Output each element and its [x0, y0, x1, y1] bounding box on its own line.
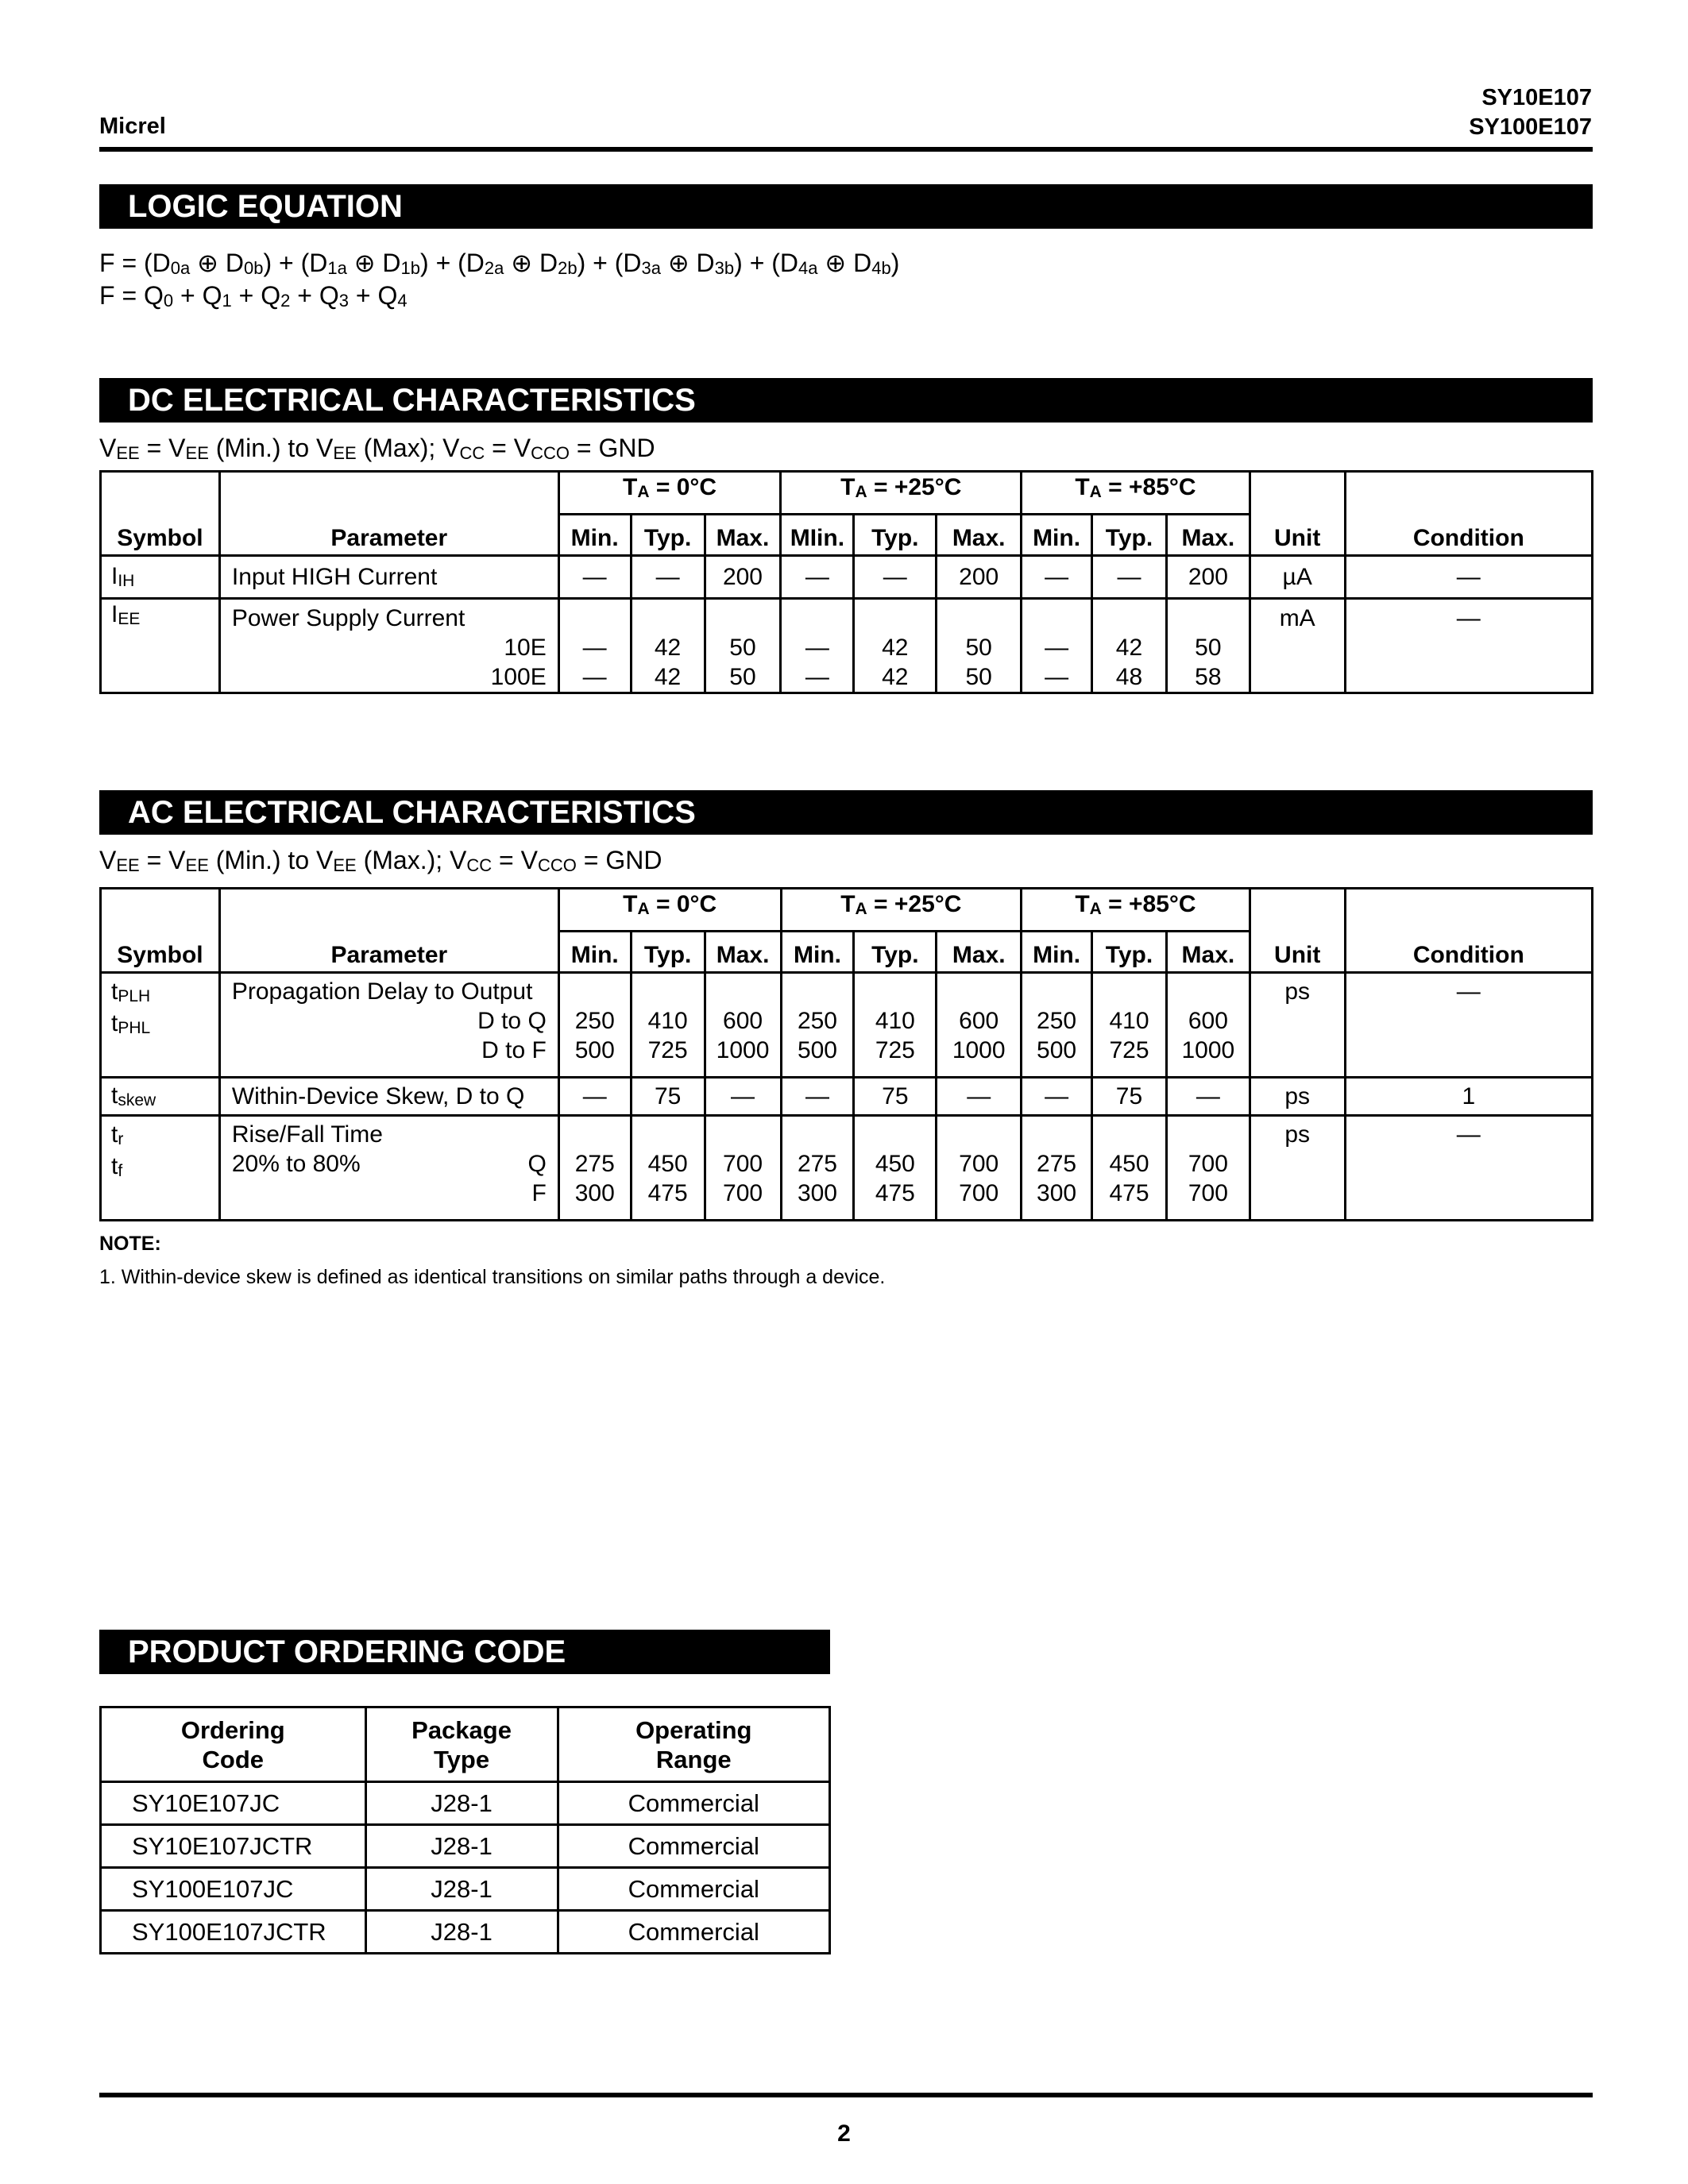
dc-header-unit: Unit: [1250, 472, 1345, 556]
ac-value-line: 600: [1188, 1008, 1228, 1034]
ac-value-line: 1000: [952, 1037, 1006, 1063]
dc-value-line: —: [1045, 635, 1069, 661]
dc-value: [631, 599, 705, 693]
ac-value-line: 700: [959, 1151, 999, 1177]
dc-value: —: [631, 556, 705, 599]
ac-value-line: 700: [1188, 1151, 1228, 1177]
ac-unit: ps: [1250, 973, 1345, 1078]
ac-value-line: 450: [647, 1151, 688, 1177]
dc-symbol: [101, 556, 220, 599]
ac-value-line: 1000: [1181, 1037, 1235, 1063]
dc-value-line: —: [805, 664, 829, 690]
dc-characteristics-title: DC ELECTRICAL CHARACTERISTICS: [99, 378, 1593, 423]
page-number: 2: [837, 2120, 851, 2147]
dc-value: 200: [1166, 556, 1250, 599]
dc-value-line: 58: [1195, 664, 1222, 690]
ac-parameter-name: Rise/Fall Time: [231, 1121, 383, 1148]
symbol-text: $t_{PLH}$: [111, 978, 151, 1005]
logic-equation-title: LOGIC EQUATION: [99, 184, 1593, 229]
ordering-code: SY100E107JC: [101, 1868, 366, 1911]
ac-value-line: 700: [1188, 1180, 1228, 1206]
dc-temp-25: $T_A = +25^\circ C$: [781, 472, 1022, 515]
dc-value-line: 48: [1115, 664, 1143, 690]
ac-value: [1092, 1116, 1167, 1221]
dc-value-line: —: [582, 664, 607, 690]
package-type: J28-1: [365, 1911, 558, 1954]
ac-value: [558, 1116, 631, 1221]
ac-value: 75: [631, 1078, 705, 1116]
dc-header-min: Min.: [558, 515, 631, 556]
dc-value: —: [781, 556, 854, 599]
ac-parameter-sub: D to Q: [477, 1008, 547, 1034]
dc-value-line: 42: [654, 664, 682, 690]
dc-value: —: [1092, 556, 1167, 599]
package-type: J28-1: [365, 1868, 558, 1911]
ac-value: 75: [854, 1078, 937, 1116]
ac-value: [1166, 1116, 1250, 1221]
ac-parameter-name: Propagation Delay to Output: [231, 978, 533, 1005]
ac-value-line: 500: [1037, 1037, 1077, 1063]
ac-value: —: [1166, 1078, 1250, 1116]
ac-value-line: 700: [959, 1180, 999, 1206]
ac-value-line: 275: [574, 1151, 615, 1177]
ac-header-min: Min.: [1022, 932, 1092, 973]
ac-value-line: 475: [875, 1180, 915, 1206]
dc-parameter-sub: 10E: [504, 635, 547, 661]
ac-unit: ps: [1250, 1078, 1345, 1116]
ac-value-line: 300: [574, 1180, 615, 1206]
dc-value: 200: [937, 556, 1022, 599]
operating-range: Commercial: [558, 1868, 829, 1911]
dc-value-line: 50: [729, 635, 756, 661]
ac-value: [1022, 973, 1092, 1078]
ac-value-line: 500: [574, 1037, 615, 1063]
dc-temp-0: $T_A = 0^\circ C$: [558, 472, 781, 515]
ac-value-line: 475: [647, 1180, 688, 1206]
dc-condition-cell: —: [1345, 599, 1592, 693]
dc-header-max: Max.: [705, 515, 781, 556]
ac-header-max: Max.: [705, 932, 781, 973]
dc-value-line: 50: [1195, 635, 1222, 661]
part-numbers: [1469, 83, 1592, 142]
ac-condition-cell: —: [1345, 973, 1592, 1078]
ac-value-line: 275: [797, 1151, 837, 1177]
ac-value-line: 600: [723, 1008, 763, 1034]
ac-value: [558, 973, 631, 1078]
ac-parameter-sub: 20% to 80% Q: [231, 1151, 547, 1177]
ac-value-line: 725: [1109, 1037, 1149, 1063]
ac-value-line: 300: [797, 1180, 837, 1206]
ac-value-line: 250: [797, 1008, 837, 1034]
ordering-row: [101, 1868, 830, 1911]
dc-value-line: —: [582, 635, 607, 661]
dc-header-max: Max.: [1166, 515, 1250, 556]
ac-row: [101, 1116, 1593, 1221]
ac-symbol: [101, 1078, 220, 1116]
symbol-text: $t_{PHL}$: [111, 1010, 151, 1037]
ac-value-line: 700: [723, 1180, 763, 1206]
ac-parameter-sub: F: [531, 1180, 547, 1206]
dc-value-line: —: [1045, 664, 1069, 690]
ordering-row: [101, 1825, 830, 1868]
dc-value: 200: [705, 556, 781, 599]
dc-value: [705, 599, 781, 693]
ac-temp-0: $T_A = 0^\circ C$: [558, 889, 781, 932]
dc-parameter-name: Power Supply Current: [231, 605, 465, 631]
ac-value: [1022, 1116, 1092, 1221]
ac-value-line: 250: [574, 1008, 615, 1034]
ac-header-unit: Unit: [1250, 889, 1345, 973]
ac-header-condition: Condition: [1345, 889, 1592, 973]
ac-value: [705, 973, 781, 1078]
operating-range: Commercial: [558, 1911, 829, 1954]
dc-unit: µA: [1250, 556, 1345, 599]
dc-header-typ: Typ.: [1092, 515, 1167, 556]
dc-value: [781, 599, 854, 693]
dc-value: [1092, 599, 1167, 693]
ac-header-typ: Typ.: [1092, 932, 1167, 973]
ac-condition-cell: 1: [1345, 1078, 1592, 1116]
dc-value: [1166, 599, 1250, 693]
dc-value: —: [854, 556, 937, 599]
ordering-row: [101, 1911, 830, 1954]
ac-value-line: 250: [1037, 1008, 1077, 1034]
dc-row: [101, 599, 1593, 693]
ac-value: —: [937, 1078, 1022, 1116]
ac-value: —: [781, 1078, 854, 1116]
ac-value: [631, 1116, 705, 1221]
ac-value-line: 725: [875, 1037, 915, 1063]
ac-value-line: 275: [1037, 1151, 1077, 1177]
logic-equation-1: $F = (D_{0a}$ ⊕ $D_{0b}) + (D_{1a}$ ⊕ $D_{1b}) + (D_{2a}$ ⊕ $D_{2b}) + (D_{3a}$ ⊕ $D_{3b}) + (D_{4a}$ ⊕ $D_{4b}$): [99, 249, 900, 278]
dc-value: —: [558, 556, 631, 599]
ac-parameter-sub: D to F: [481, 1037, 547, 1063]
ac-characteristics-title: AC ELECTRICAL CHARACTERISTICS: [99, 790, 1593, 835]
ac-value-line: 450: [875, 1151, 915, 1177]
ac-temp-25: $T_A = +25^\circ C$: [781, 889, 1022, 932]
header-rule: [99, 147, 1593, 152]
ac-value: [781, 1116, 854, 1221]
dc-header-typ: Typ.: [854, 515, 937, 556]
dc-value-line: 42: [654, 635, 682, 661]
ac-value-line: 300: [1037, 1180, 1077, 1206]
dc-header-max: Max.: [937, 515, 1022, 556]
footer-rule: [99, 2093, 1593, 2097]
dc-value: —: [1022, 556, 1092, 599]
ac-value-line: 410: [1109, 1008, 1149, 1034]
ac-header-parameter: Parameter: [219, 889, 558, 973]
package-type: J28-1: [365, 1825, 558, 1868]
ac-value: [854, 973, 937, 1078]
ac-value: —: [558, 1078, 631, 1116]
dc-unit: mA: [1250, 599, 1345, 693]
ac-value: [631, 973, 705, 1078]
ordering-header-package: Package Type: [365, 1707, 558, 1782]
logic-equation-2: $F = Q_0 + Q_1 + Q_2 + Q_3 + Q_4$: [99, 281, 408, 311]
ordering-code-title: PRODUCT ORDERING CODE: [99, 1630, 830, 1674]
ac-row: [101, 1078, 1593, 1116]
dc-value-line: 50: [729, 664, 756, 690]
dc-value-line: 42: [1115, 635, 1143, 661]
ordering-code: SY100E107JCTR: [101, 1911, 366, 1954]
operating-range: Commercial: [558, 1782, 829, 1825]
ac-table: [99, 887, 1593, 1221]
dc-header-typ: Typ.: [631, 515, 705, 556]
dc-parameter: [219, 599, 558, 693]
ordering-header-code: Ordering Code: [101, 1707, 366, 1782]
dc-condition: $V_{EE} = V_{EE}$ (Min.) to $V_{EE}$ (Max); $V_{CC} = V_{CCO}$ = GND: [99, 434, 655, 463]
ac-unit: ps: [1250, 1116, 1345, 1221]
symbol-text: $t_{skew}$: [111, 1082, 156, 1109]
ordering-row: [101, 1782, 830, 1825]
ac-value: —: [1022, 1078, 1092, 1116]
dc-value-line: 42: [882, 635, 909, 661]
ac-value: [705, 1116, 781, 1221]
ac-condition: $V_{EE} = V_{EE}$ (Min.) to $V_{EE}$ (Max.); $V_{CC} = V_{CCO}$ = GND: [99, 846, 662, 875]
ac-value-line: 1000: [716, 1037, 770, 1063]
symbol-text: $I_{IH}$: [111, 562, 135, 590]
dc-header-min: MIin.: [781, 515, 854, 556]
ac-value: 75: [1092, 1078, 1167, 1116]
symbol-text: $I_{EE}$: [111, 601, 141, 628]
ordering-code: SY10E107JCTR: [101, 1825, 366, 1868]
ac-temp-85: $T_A = +85^\circ C$: [1022, 889, 1250, 932]
ac-value: [854, 1116, 937, 1221]
ac-header-max: Max.: [937, 932, 1022, 973]
ac-value-line: 700: [723, 1151, 763, 1177]
ac-condition-cell: —: [1345, 1116, 1592, 1221]
ac-row: [101, 973, 1593, 1078]
package-type: J28-1: [365, 1782, 558, 1825]
dc-row: [101, 556, 1593, 599]
dc-header-min: Min.: [1022, 515, 1092, 556]
symbol-text: $t_f$: [111, 1153, 123, 1180]
ac-header-typ: Typ.: [854, 932, 937, 973]
dc-value-line: 50: [965, 664, 992, 690]
part-number-1: SY10E107: [1481, 85, 1592, 110]
symbol-text: $t_r$: [111, 1121, 124, 1148]
ac-symbol: [101, 1116, 220, 1221]
ordering-header-range: Operating Range: [558, 1707, 829, 1782]
note-text: 1. Within-device skew is defined as identical transitions on similar paths through a device.: [99, 1266, 886, 1288]
dc-value-line: —: [805, 635, 829, 661]
ac-value: [937, 1116, 1022, 1221]
ac-value-line: 500: [797, 1037, 837, 1063]
ac-value: [937, 973, 1022, 1078]
dc-temp-85: $T_A = +85^\circ C$: [1022, 472, 1250, 515]
dc-parameter: Input HIGH Current: [219, 556, 558, 599]
dc-table: [99, 470, 1593, 694]
part-number-2: SY100E107: [1469, 114, 1592, 140]
ordering-code: SY10E107JC: [101, 1782, 366, 1825]
dc-header-parameter: Parameter: [219, 472, 558, 556]
ac-value: —: [705, 1078, 781, 1116]
operating-range: Commercial: [558, 1825, 829, 1868]
ac-value-line: 475: [1109, 1180, 1149, 1206]
ac-parameter: Within-Device Skew, D to Q: [219, 1078, 558, 1116]
dc-value-line: 50: [965, 635, 992, 661]
ac-value: [1092, 973, 1167, 1078]
ac-value-line: 410: [647, 1008, 688, 1034]
ac-value: [781, 973, 854, 1078]
note-title: NOTE:: [99, 1233, 161, 1255]
dc-parameter-sub: 100E: [490, 664, 547, 690]
ac-value: [1166, 973, 1250, 1078]
dc-value-line: 42: [882, 664, 909, 690]
ac-parameter: [219, 1116, 558, 1221]
ac-value-line: 725: [647, 1037, 688, 1063]
ac-value-line: 410: [875, 1008, 915, 1034]
company-name: Micrel: [99, 114, 166, 139]
ac-value-line: 600: [959, 1008, 999, 1034]
dc-header-symbol: Symbol: [101, 472, 220, 556]
dc-value: [937, 599, 1022, 693]
ac-header-min: Min.: [558, 932, 631, 973]
ac-header-min: Min.: [781, 932, 854, 973]
dc-condition-cell: —: [1345, 556, 1592, 599]
ac-symbol: [101, 973, 220, 1078]
dc-value: [1022, 599, 1092, 693]
dc-header-condition: Condition: [1345, 472, 1592, 556]
dc-value: [854, 599, 937, 693]
ac-header-typ: Typ.: [631, 932, 705, 973]
ac-parameter: [219, 973, 558, 1078]
ac-header-symbol: Symbol: [101, 889, 220, 973]
ac-value-line: 450: [1109, 1151, 1149, 1177]
dc-symbol: [101, 599, 220, 693]
ordering-table: [99, 1706, 831, 1954]
dc-value: [558, 599, 631, 693]
ac-header-max: Max.: [1166, 932, 1250, 973]
